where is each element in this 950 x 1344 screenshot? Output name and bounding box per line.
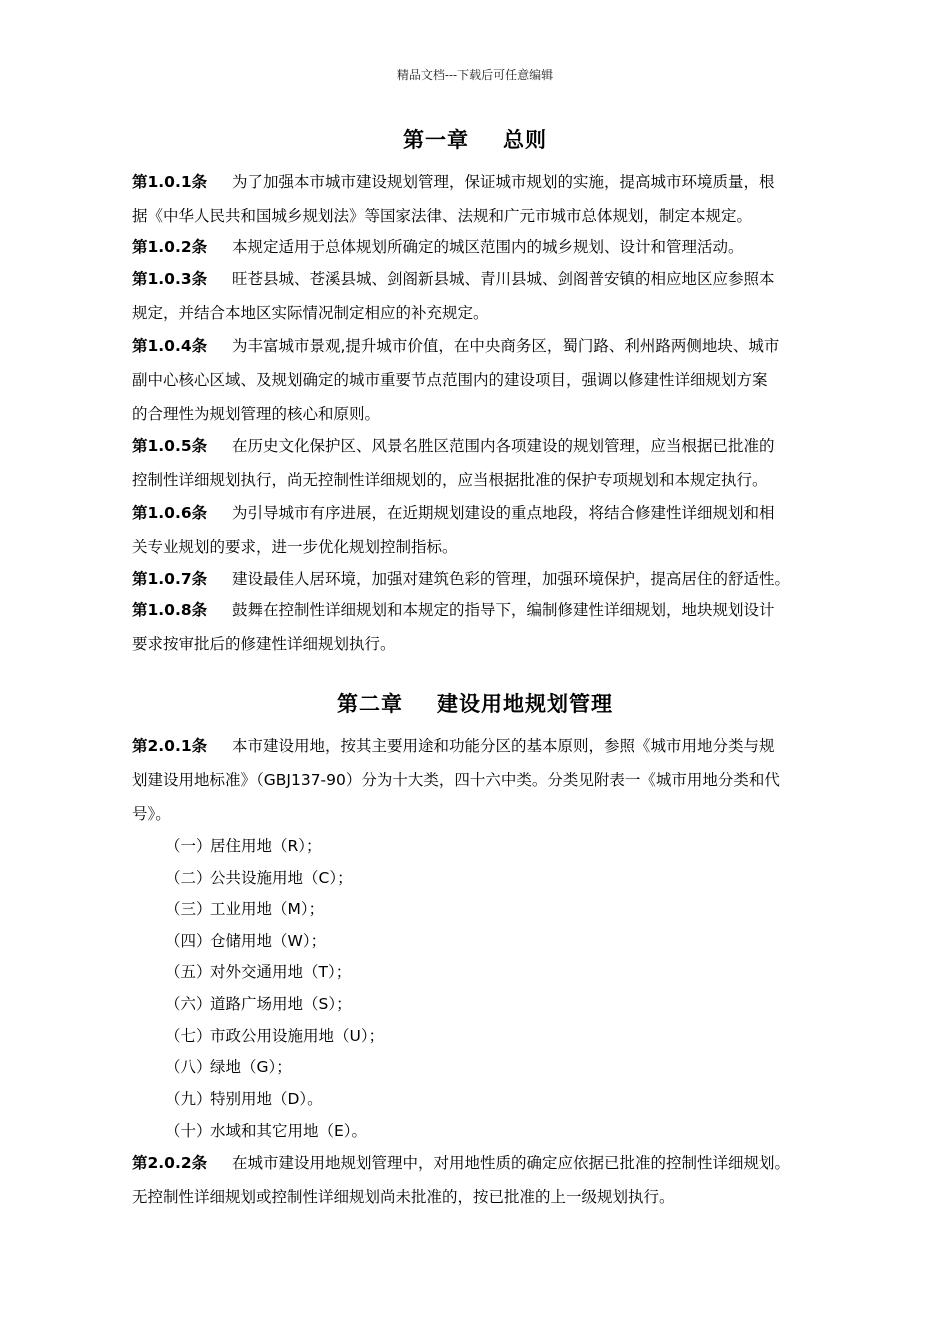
- chapter-1-title: [0, 124, 950, 154]
- list-item: [165, 1121, 367, 1141]
- article-text: 副中心核心区域、及规划确定的城市重要节点范围内的建设项目，强调以修建性详细规划方案: [132, 371, 768, 389]
- article-text: 要求按审批后的修建性详细规划执行。: [132, 635, 396, 653]
- list-item-number: （七）: [165, 1027, 212, 1045]
- list-item: [165, 1089, 323, 1109]
- article-text: 本规定适用于总体规划所确定的城区范围内的城乡规划、设计和管理活动。: [232, 238, 744, 256]
- article-label: 第1.0.4条: [132, 337, 208, 355]
- chapter-2-name: 建设用地规划管理: [437, 692, 613, 716]
- list-item-text: 工业用地（M）；: [210, 900, 325, 918]
- article-2-0-1-cont2: [132, 804, 852, 824]
- list-item-number: （六）: [165, 995, 212, 1013]
- article-text: 无控制性详细规划或控制性详细规划尚未批准的，按已批准的上一级规划执行。: [132, 1188, 675, 1206]
- article-1-0-5: [132, 436, 852, 456]
- list-item: [165, 836, 322, 856]
- list-item-text: 绿地（G）；: [210, 1058, 292, 1076]
- list-item: [165, 899, 324, 919]
- list-item-text: 水域和其它用地（E）。: [210, 1122, 368, 1140]
- article-label: 第1.0.1条: [132, 173, 208, 191]
- article-text: 号》。: [132, 805, 171, 823]
- article-text: 据《中华人民共和国城乡规划法》等国家法律、法规和广元市城市总体规划，制定本规定。: [132, 207, 753, 225]
- article-1-0-3-cont: [132, 303, 852, 323]
- list-item-number: （四）: [165, 932, 212, 950]
- article-1-0-3: [132, 269, 852, 289]
- article-1-0-4: [132, 336, 852, 356]
- article-1-0-4-cont2: [132, 404, 852, 424]
- article-1-0-4-cont: [132, 370, 852, 390]
- list-item: [165, 1057, 292, 1077]
- article-1-0-1-cont: [132, 206, 852, 226]
- list-item: [165, 1026, 384, 1046]
- list-item-number: （八）: [165, 1058, 212, 1076]
- article-1-0-7: [132, 569, 852, 589]
- article-text: 在城市建设用地规划管理中，对用地性质的确定应依据已批准的控制性详细规划。: [232, 1154, 791, 1172]
- article-1-0-2: [132, 237, 852, 257]
- list-item-text: 道路广场用地（S）；: [210, 995, 352, 1013]
- chapter-1-number: 第一章: [403, 128, 469, 152]
- list-item-number: （三）: [165, 900, 212, 918]
- article-1-0-8: [132, 600, 852, 620]
- article-2-0-1: [132, 736, 852, 756]
- article-label: 第1.0.8条: [132, 601, 208, 619]
- chapter-1-name: 总则: [503, 128, 547, 152]
- article-text: 旺苍县城、苍溪县城、剑阁新县城、青川县城、剑阁普安镇的相应地区应参照本: [232, 270, 775, 288]
- article-text: 为了加强本市城市建设规划管理，保证城市规划的实施，提高城市环境质量，根: [232, 173, 775, 191]
- article-label: 第1.0.5条: [132, 437, 208, 455]
- article-text: 规定，并结合本地区实际情况制定相应的补充规定。: [132, 304, 489, 322]
- article-1-0-8-cont: [132, 634, 852, 654]
- article-label: 第1.0.6条: [132, 504, 208, 522]
- list-item-text: 仓储用地（W）；: [210, 932, 327, 950]
- list-item-number: （十）: [165, 1122, 212, 1140]
- article-text: 为引导城市有序进展，在近期规划建设的重点地段，将结合修建性详细规划和相: [232, 504, 775, 522]
- list-item: [165, 962, 351, 982]
- list-item-number: （二）: [165, 869, 212, 887]
- list-item: [165, 931, 326, 951]
- list-item-text: 公共设施用地（C）；: [210, 869, 353, 887]
- article-1-0-1: [132, 172, 852, 192]
- article-label: 第1.0.7条: [132, 570, 208, 588]
- list-item-text: 特别用地（D）。: [210, 1090, 323, 1108]
- list-item-text: 居住用地（R）；: [210, 837, 322, 855]
- article-text: 鼓舞在控制性详细规划和本规定的指导下，编制修建性详细规划，地块规划设计: [232, 601, 775, 619]
- list-item: [165, 994, 352, 1014]
- article-2-0-1-cont: [132, 770, 852, 790]
- article-1-0-5-cont: [132, 470, 852, 490]
- article-1-0-6-cont: [132, 537, 852, 557]
- article-label: 第1.0.3条: [132, 270, 208, 288]
- list-item-text: 市政公用设施用地（U）；: [210, 1027, 385, 1045]
- list-item-number: （九）: [165, 1090, 212, 1108]
- article-label: 第2.0.2条: [132, 1154, 208, 1172]
- article-label: 第2.0.1条: [132, 737, 208, 755]
- list-item-number: （一）: [165, 837, 212, 855]
- article-label: 第1.0.2条: [132, 238, 208, 256]
- chapter-2-number: 第二章: [337, 692, 403, 716]
- article-2-0-2: [132, 1153, 852, 1173]
- list-item: [165, 868, 353, 888]
- article-text: 划建设用地标准》（GBJ137-90）分为十大类，四十六中类。分类见附表一《城市用地分类和代: [132, 771, 780, 789]
- list-item-number: （五）: [165, 963, 212, 981]
- article-text: 建设最佳人居环境，加强对建筑色彩的管理，加强环境保护，提高居住的舒适性。: [232, 570, 791, 588]
- article-text: 关专业规划的要求，进一步优化规划控制指标。: [132, 538, 458, 556]
- article-text: 为丰富城市景观,提升城市价值，在中央商务区，蜀门路、利州路两侧地块、城市: [232, 337, 780, 355]
- list-item-text: 对外交通用地（T）；: [210, 963, 352, 981]
- chapter-2-title: [0, 688, 950, 718]
- article-2-0-2-cont: [132, 1187, 852, 1207]
- article-text: 本市建设用地，按其主要用途和功能分区的基本原则，参照《城市用地分类与规: [232, 737, 775, 755]
- article-text: 在历史文化保护区、风景名胜区范围内各项建设的规划管理，应当根据已批准的: [232, 437, 775, 455]
- article-text: 控制性详细规划执行，尚无控制性详细规划的，应当根据批准的保护专项规划和本规定执行。: [132, 471, 768, 489]
- article-1-0-6: [132, 503, 852, 523]
- article-text: 的合理性为规划管理的核心和原则。: [132, 405, 381, 423]
- page-header: 精品文档---下载后可任意编辑: [396, 68, 554, 82]
